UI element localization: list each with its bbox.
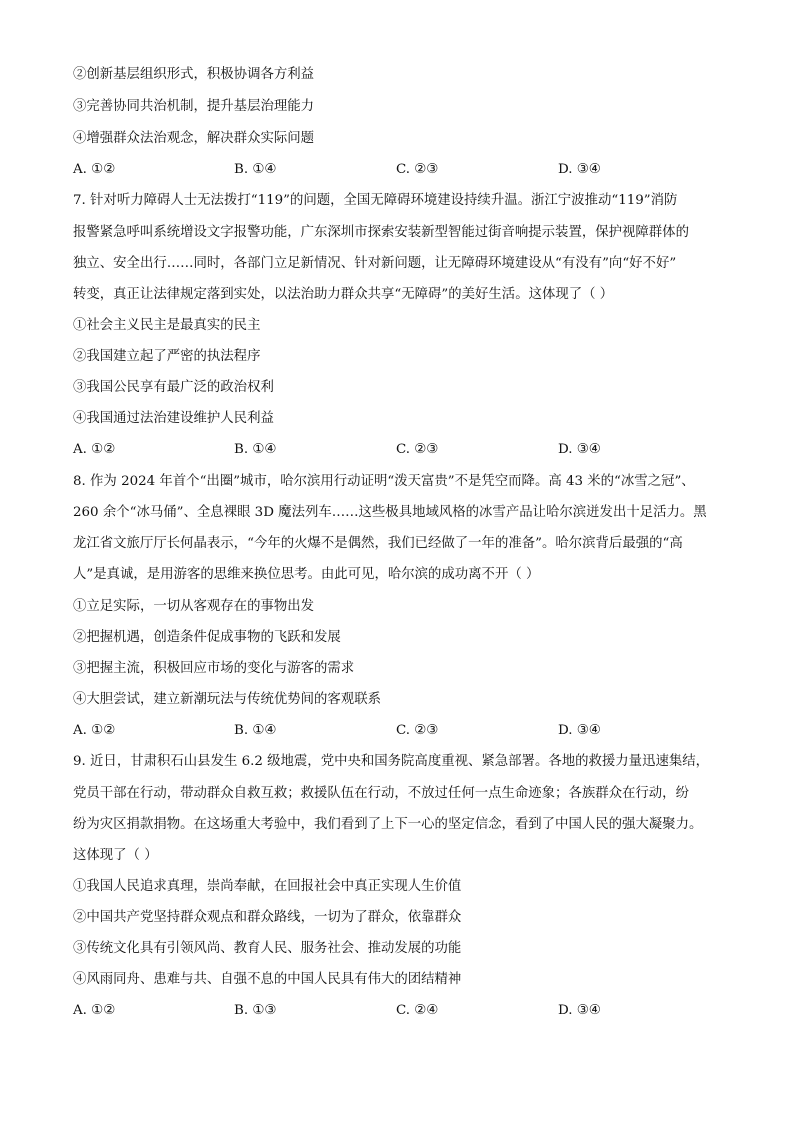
choice-b: B. ①④ (234, 723, 277, 738)
q8-option-1: ①立足实际，一切从客观存在的事物出发 (73, 599, 315, 614)
q9-stem-line-2: 党员干部在行动，带动群众自救互救；救援队伍在行动，不放过任何一点生命迹象；各族群众在行动，纷 (73, 786, 689, 801)
q9-option-2: ②中国共产党坚持群众观点和群众路线，一切为了群众，依靠群众 (73, 910, 462, 925)
q8-option-2: ②把握机遇，创造条件促成事物的飞跃和发展 (73, 630, 341, 645)
choice-c: C. ②③ (396, 442, 439, 457)
q8-option-3: ③把握主流，积极回应市场的变化与游客的需求 (73, 661, 355, 676)
choice-c: C. ②③ (396, 162, 439, 177)
choice-c: C. ②④ (396, 1003, 439, 1018)
q7-stem-line-4: 转变，真正让法律规定落到实处，以法治助力群众共享“无障碍”的美好生活。这体现了（ ） (73, 287, 614, 302)
prev-option-3: ③完善协同共治机制，提升基层治理能力 (73, 99, 315, 114)
q9-stem-line-1: 9. 近日，甘肃积石山县发生 6.2 级地震，党中央和国务院高度重视、紧急部署。各地的救援力量迅速集结， (73, 754, 710, 769)
prev-answer-choices (73, 159, 733, 181)
choice-a: A. ①② (73, 1003, 116, 1018)
choice-d: D. ③④ (558, 162, 601, 177)
q7-stem-line-1: 7. 针对听力障碍人士无法拨打“119”的问题，全国无障碍环境建设持续升温。浙江宁波推动“119”消防 (73, 193, 678, 208)
choice-c: C. ②③ (396, 723, 439, 738)
q8-answer-choices (73, 720, 733, 742)
q8-option-4: ④大胆尝试，建立新潮玩法与传统优势间的客观联系 (73, 692, 381, 707)
q7-answer-choices (73, 439, 733, 461)
q7-option-2: ②我国建立起了严密的执法程序 (73, 349, 261, 364)
choice-a: A. ①② (73, 723, 116, 738)
q8-stem-line-3: 龙江省文旅厅厅长何晶表示，“今年的火爆不是偶然，我们已经做了一年的准备”。哈尔滨背后最强的“高 (73, 536, 683, 551)
q9-answer-choices (73, 1000, 733, 1022)
q9-option-1: ①我国人民追求真理，崇尚奉献，在回报社会中真正实现人生价值 (73, 879, 462, 894)
q7-stem-line-2: 报警紧急呼叫系统增设文字报警功能，广东深圳市探索安装新型智能过街音响提示装置，保护视障群体的 (73, 225, 689, 240)
choice-a: A. ①② (73, 162, 116, 177)
q8-stem-line-2: 260 余个“冰马俑”、全息裸眼 3D 魔法列车……这些极具地域风格的冰雪产品让哈尔滨迸发出十足活力。黑 (73, 505, 707, 520)
prev-option-2: ②创新基层组织形式，积极协调各方利益 (73, 67, 315, 82)
q9-stem-line-4: 这体现了（ ） (73, 848, 158, 863)
q7-option-4: ④我国通过法治建设维护人民利益 (73, 411, 274, 426)
q9-stem-line-3: 纷为灾区捐款捐物。在这场重大考验中，我们看到了上下一心的坚定信念，看到了中国人民的强大凝聚力。 (73, 817, 703, 832)
prev-option-4: ④增强群众法治观念，解决群众实际问题 (73, 131, 315, 146)
choice-d: D. ③④ (558, 723, 601, 738)
q9-option-4: ④风雨同舟、患难与共、自强不息的中国人民具有伟大的团结精神 (73, 972, 462, 987)
choice-d: D. ③④ (558, 442, 601, 457)
choice-b: B. ①④ (234, 162, 277, 177)
choice-a: A. ①② (73, 442, 116, 457)
q8-stem-line-1: 8. 作为 2024 年首个“出圈”城市，哈尔滨用行动证明“泼天富贵”不是凭空而降。高 43 米的“冰雪之冠”、 (73, 474, 695, 489)
choice-b: B. ①③ (234, 1003, 277, 1018)
choice-b: B. ①④ (234, 442, 277, 457)
q7-option-1: ①社会主义民主是最真实的民主 (73, 318, 261, 333)
choice-d: D. ③④ (558, 1003, 601, 1018)
q8-stem-line-4: 人”是真诚，是用游客的思维来换位思考。由此可见，哈尔滨的成功离不开（ ） (73, 567, 540, 582)
q9-option-3: ③传统文化具有引领风尚、教育人民、服务社会、推动发展的功能 (73, 941, 462, 956)
q7-option-3: ③我国公民享有最广泛的政治权利 (73, 380, 274, 395)
q7-stem-line-3: 独立、安全出行……同时，各部门立足新情况、针对新问题，让无障碍环境建设从“有没有”向“好不好” (73, 256, 677, 271)
